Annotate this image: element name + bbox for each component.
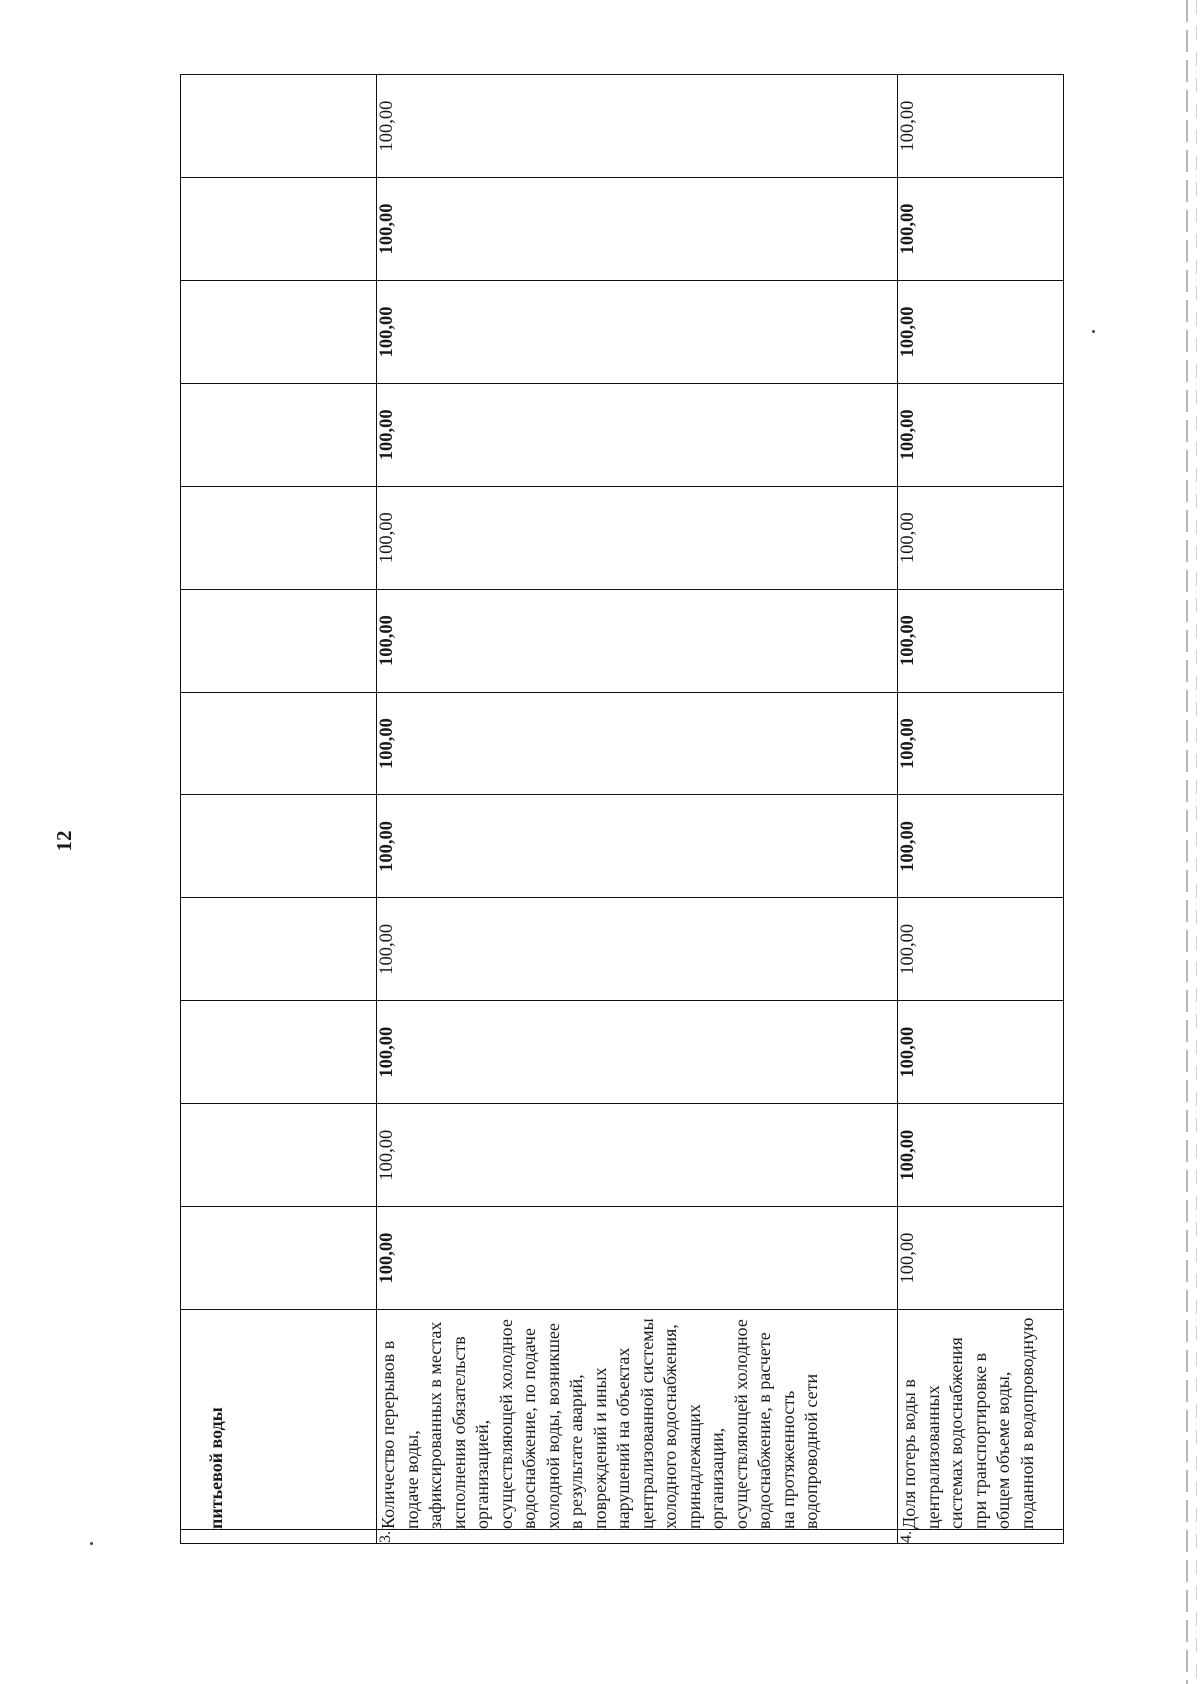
value-text: 100,00 [377,306,397,358]
value-text: 100,00 [898,409,918,461]
value-text: 100,00 [898,1129,918,1181]
value-text: 100,00 [377,820,397,872]
rotated-table-wrapper [180,74,1060,1544]
row-name-cell [377,1310,898,1530]
value-cell [181,795,377,898]
value-text: 100,00 [898,306,918,358]
value-text: 100,00 [377,100,397,152]
value-text: 100,00 [898,820,918,872]
row-name-line: осуществляющей холодное [730,1319,751,1529]
value-text: 100,00 [377,718,397,769]
value-cell [181,692,377,795]
value-cell [181,1001,377,1104]
value-text: 100,00 [377,409,397,461]
row-name-line: централизованной системы [636,1318,657,1529]
value-cell [377,178,898,281]
value-cell [898,1104,1064,1207]
page-number: 12 [51,830,76,852]
value-text: 100,00 [898,100,918,152]
row-number-cell [898,1530,1064,1544]
scan-edge-dashes [1186,0,1188,1684]
value-text: 100,00 [898,615,918,667]
value-text: 100,00 [377,512,397,564]
continuation-label: питьевой воды [206,1407,226,1529]
row-name-cell [181,1310,377,1530]
row-name-line: системах водоснабжения [946,1337,966,1529]
value-cell [181,1207,377,1310]
value-text: 100,00 [898,1026,918,1078]
value-cell [898,75,1064,178]
row-name-line: централизованных [922,1385,943,1529]
value-cell [898,692,1064,795]
value-cell [898,898,1064,1001]
value-text: 100,00 [898,923,918,975]
row-name-line: водопроводной сети [801,1373,821,1529]
table-row [377,75,898,1544]
value-cell [377,75,898,178]
value-text: 100,00 [377,615,397,667]
value-cell [898,1207,1064,1310]
row-name-line: холодного водоснабжения, [660,1324,680,1529]
row-name-line: при транспортировке в [969,1352,990,1529]
value-text: 100,00 [898,203,918,255]
row-number: 4. [898,1531,915,1543]
value-cell [898,486,1064,589]
value-cell [377,1104,898,1207]
row-name-line: холодной воды, возникшее [542,1323,563,1529]
value-cell [898,383,1064,486]
value-cell [181,280,377,383]
row-name-line: водоснабжение, по подаче [519,1328,539,1529]
value-text: 100,00 [377,203,397,255]
row-name-line: Доля потерь воды в [899,1379,919,1529]
value-cell [898,1001,1064,1104]
value-text: 100,00 [377,1232,397,1284]
row-name-line: осуществляющей холодное [495,1319,516,1529]
value-text: 100,00 [898,512,918,564]
value-cell [377,692,898,795]
scan-edge-dashes [1196,0,1197,1684]
row-name-line: подаче воды, [401,1430,422,1529]
row-name-line: организацией, [472,1419,492,1529]
value-cell [898,178,1064,281]
value-text: 100,00 [898,718,918,769]
value-cell [181,486,377,589]
row-name-line: на протяженность [777,1390,798,1529]
indicators-table [180,74,1064,1544]
row-name-cell [898,1310,1064,1530]
row-name-line: повреждений и иных [589,1367,610,1529]
value-cell [377,486,898,589]
value-text: 100,00 [377,1129,397,1181]
row-number: 3. [377,1531,394,1543]
row-name-line: Количество перерывов в [378,1340,398,1529]
value-text: 100,00 [377,1026,397,1078]
value-cell [181,589,377,692]
table-row [898,75,1064,1544]
row-number-cell [181,1530,377,1544]
value-cell [898,280,1064,383]
value-text: 100,00 [898,1232,918,1284]
value-cell [377,1001,898,1104]
row-name-line: поданной в водопроводную [1016,1317,1037,1529]
value-cell [181,1104,377,1207]
value-cell [377,383,898,486]
value-cell [898,795,1064,898]
value-cell [377,589,898,692]
value-cell [181,383,377,486]
value-cell [898,589,1064,692]
table-row [181,75,377,1544]
value-cell [377,795,898,898]
value-cell [181,178,377,281]
row-name-line: общем объеме воды, [993,1371,1013,1529]
row-name-line: исполнения обязательств [448,1336,469,1529]
value-text: 100,00 [377,923,397,975]
value-cell [377,1207,898,1310]
row-name-line: в результате аварий, [566,1374,586,1529]
value-cell [181,75,377,178]
row-name-line: принадлежащих [683,1404,704,1529]
row-name-line: зафиксированных в местах [425,1321,445,1529]
row-name-line: организации, [707,1427,727,1529]
value-cell [377,898,898,1001]
row-name-line: водоснабжение, в расчете [754,1332,774,1529]
value-cell [377,280,898,383]
table-body [181,75,1064,1544]
row-number-cell [377,1530,898,1544]
value-cell [181,898,377,1001]
scan-speck [1092,330,1095,333]
scan-speck [90,1542,93,1545]
row-name-line: нарушений на объектах [613,1347,633,1529]
